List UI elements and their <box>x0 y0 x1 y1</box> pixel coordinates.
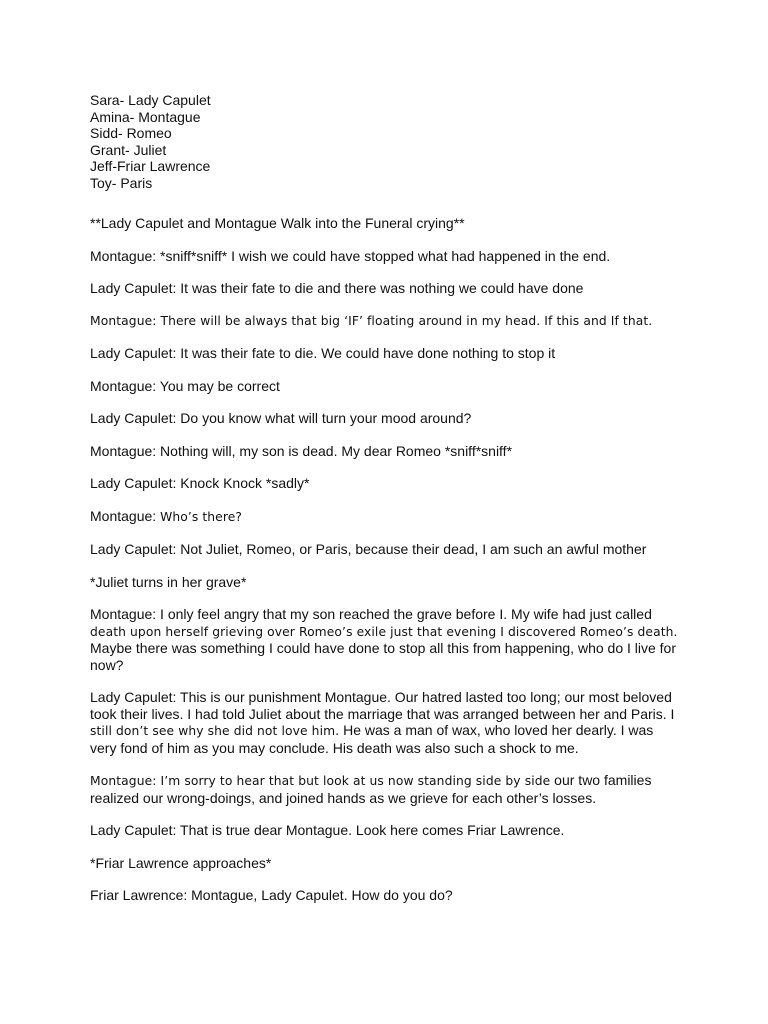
dialogue-line <box>90 689 680 756</box>
dialogue-line <box>90 606 680 673</box>
dialogue-line: Montague: Nothing will, my son is dead. My dear Romeo *sniff*sniff* <box>90 442 513 459</box>
dialogue-text: Lady Capulet: This is our punishment Montague. Our hatred lasted too long; our most beloved took their lives. I had told Juliet about the marriage that was arranged between her and Paris. I <box>90 689 675 722</box>
dialogue-text: Maybe there was something I could have done to stop all this from happening, who do I live for now? <box>90 640 677 673</box>
dialogue-text: still don’t see why she did not love him. <box>90 724 340 738</box>
dialogue-line: Friar Lawrence: Montague, Lady Capulet. How do you do? <box>90 887 453 903</box>
dialogue-line: Lady Capulet: It was their fate to die and there was nothing we could have done <box>90 280 584 296</box>
cast-entry: Amina- Montague <box>90 108 201 125</box>
dialogue-text: our two families realized our wrong-doings, and joined hands as we grieve for each other’s losses. <box>90 772 652 806</box>
speaker-label: Montague: <box>90 507 161 524</box>
dialogue-line: Lady Capulet: It was their fate to die. We could have done nothing to stop it <box>90 345 556 361</box>
dialogue-line: Lady Capulet: Not Juliet, Romeo, or Paris, because their dead, I am such an awful mother <box>90 541 647 557</box>
cast-entry: Grant- Juliet <box>90 141 167 158</box>
cast-entry: Sara- Lady Capulet <box>90 92 211 108</box>
dialogue-line <box>90 772 680 806</box>
dialogue-line: Lady Capulet: Knock Knock *sadly* <box>90 475 310 491</box>
cast-entry: Jeff-Friar Lawrence <box>90 158 211 174</box>
document-page <box>90 92 680 920</box>
stage-direction: *Juliet turns in her grave* <box>90 573 247 590</box>
dialogue-line: Montague: There will be always that big ‘IF’ floating around in my head. If this and If that. <box>90 313 653 328</box>
dialogue-text: death upon herself grieving over Romeo’s exile just that evening I discovered Romeo’s death. <box>90 624 678 639</box>
dialogue-text: Montague: I’m sorry to hear that but look at us now standing side by side <box>90 774 551 788</box>
dialogue-text: Montague: I only feel angry that my son reached the grave before I. My wife had just called <box>90 606 652 622</box>
dialogue-line: Lady Capulet: That is true dear Montague. Look here comes Friar Lawrence. <box>90 822 565 838</box>
dialogue-text: He was a man of wax, who loved her dearly. I was very fond of him as you may conclude. His death was also such a shock to me. <box>90 722 654 756</box>
stage-direction: *Friar Lawrence approaches* <box>90 854 272 871</box>
stage-direction: **Lady Capulet and Montague Walk into the Funeral crying** <box>90 215 465 231</box>
dialogue-line: Lady Capulet: Do you know what will turn your mood around? <box>90 410 472 426</box>
cast-entry: Sidd- Romeo <box>90 125 172 141</box>
cast-list <box>90 92 680 191</box>
dialogue-line: Montague: You may be correct <box>90 377 280 394</box>
dialogue-text: Who’s there? <box>160 509 243 524</box>
cast-entry: Toy- Paris <box>90 174 153 191</box>
dialogue-line <box>90 508 680 526</box>
dialogue-line: Montague: *sniff*sniff* I wish we could have stopped what had happened in the end. <box>90 247 611 264</box>
